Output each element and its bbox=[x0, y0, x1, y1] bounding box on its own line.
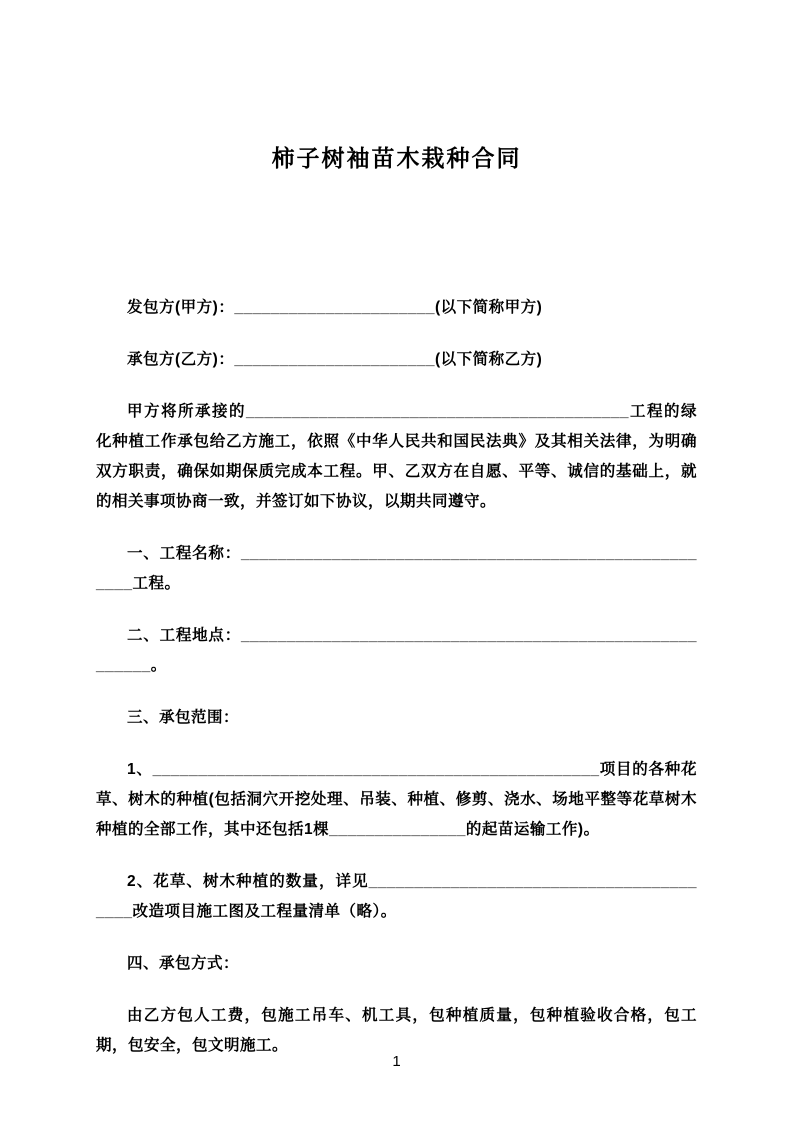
scope-item-2: 2、花草、树木种植的数量，详见________________________________________改造项目施工图及工程量清单（略）。 bbox=[96, 873, 697, 920]
document-title: 柿子树袖苗木栽种合同 bbox=[271, 145, 522, 171]
preamble-paragraph: 甲方将所承接的__________________________________________工程的绿化种植工作承包给乙方施工，依照《中华人民共和国民法典》及其相关法律，为明确双方职责，确保如期保质完成本工程。甲、乙双方在自愿、平等、诚信的基础上，就的相关事项协商一致，并签订如下协议，以期共同遵守。 bbox=[96, 403, 697, 510]
scope-item-1: 1、_________________________________________________项目的各种花草、树木的种植(包括洞穴开挖处理、吊装、种植、修剪、浇水、场地平整等花草树木种植的全部工作，其中还包括1棵_______________的起苗运输工作)。 bbox=[96, 761, 697, 838]
section-4-method-heading: 四、承包方式： bbox=[127, 955, 240, 972]
section-3-scope-heading: 三、承包范围： bbox=[127, 709, 240, 726]
page-number: 1 bbox=[392, 1053, 401, 1070]
section-2-project-site: 二、工程地点：________________________________________________________。 bbox=[96, 627, 697, 674]
document-body bbox=[96, 173, 697, 1061]
party-b-line: 承包方(乙方)：______________________(以下简称乙方) bbox=[127, 351, 543, 368]
party-a-line: 发包方(甲方)：______________________(以下简称甲方) bbox=[127, 299, 543, 316]
section-1-project-name: 一、工程名称：______________________________________________________工程。 bbox=[96, 545, 697, 592]
method-text: 由乙方包人工费，包施工吊车、机工具，包种植质量，包种植验收合格，包工期，包安全，包文明施工。 bbox=[96, 1007, 697, 1054]
